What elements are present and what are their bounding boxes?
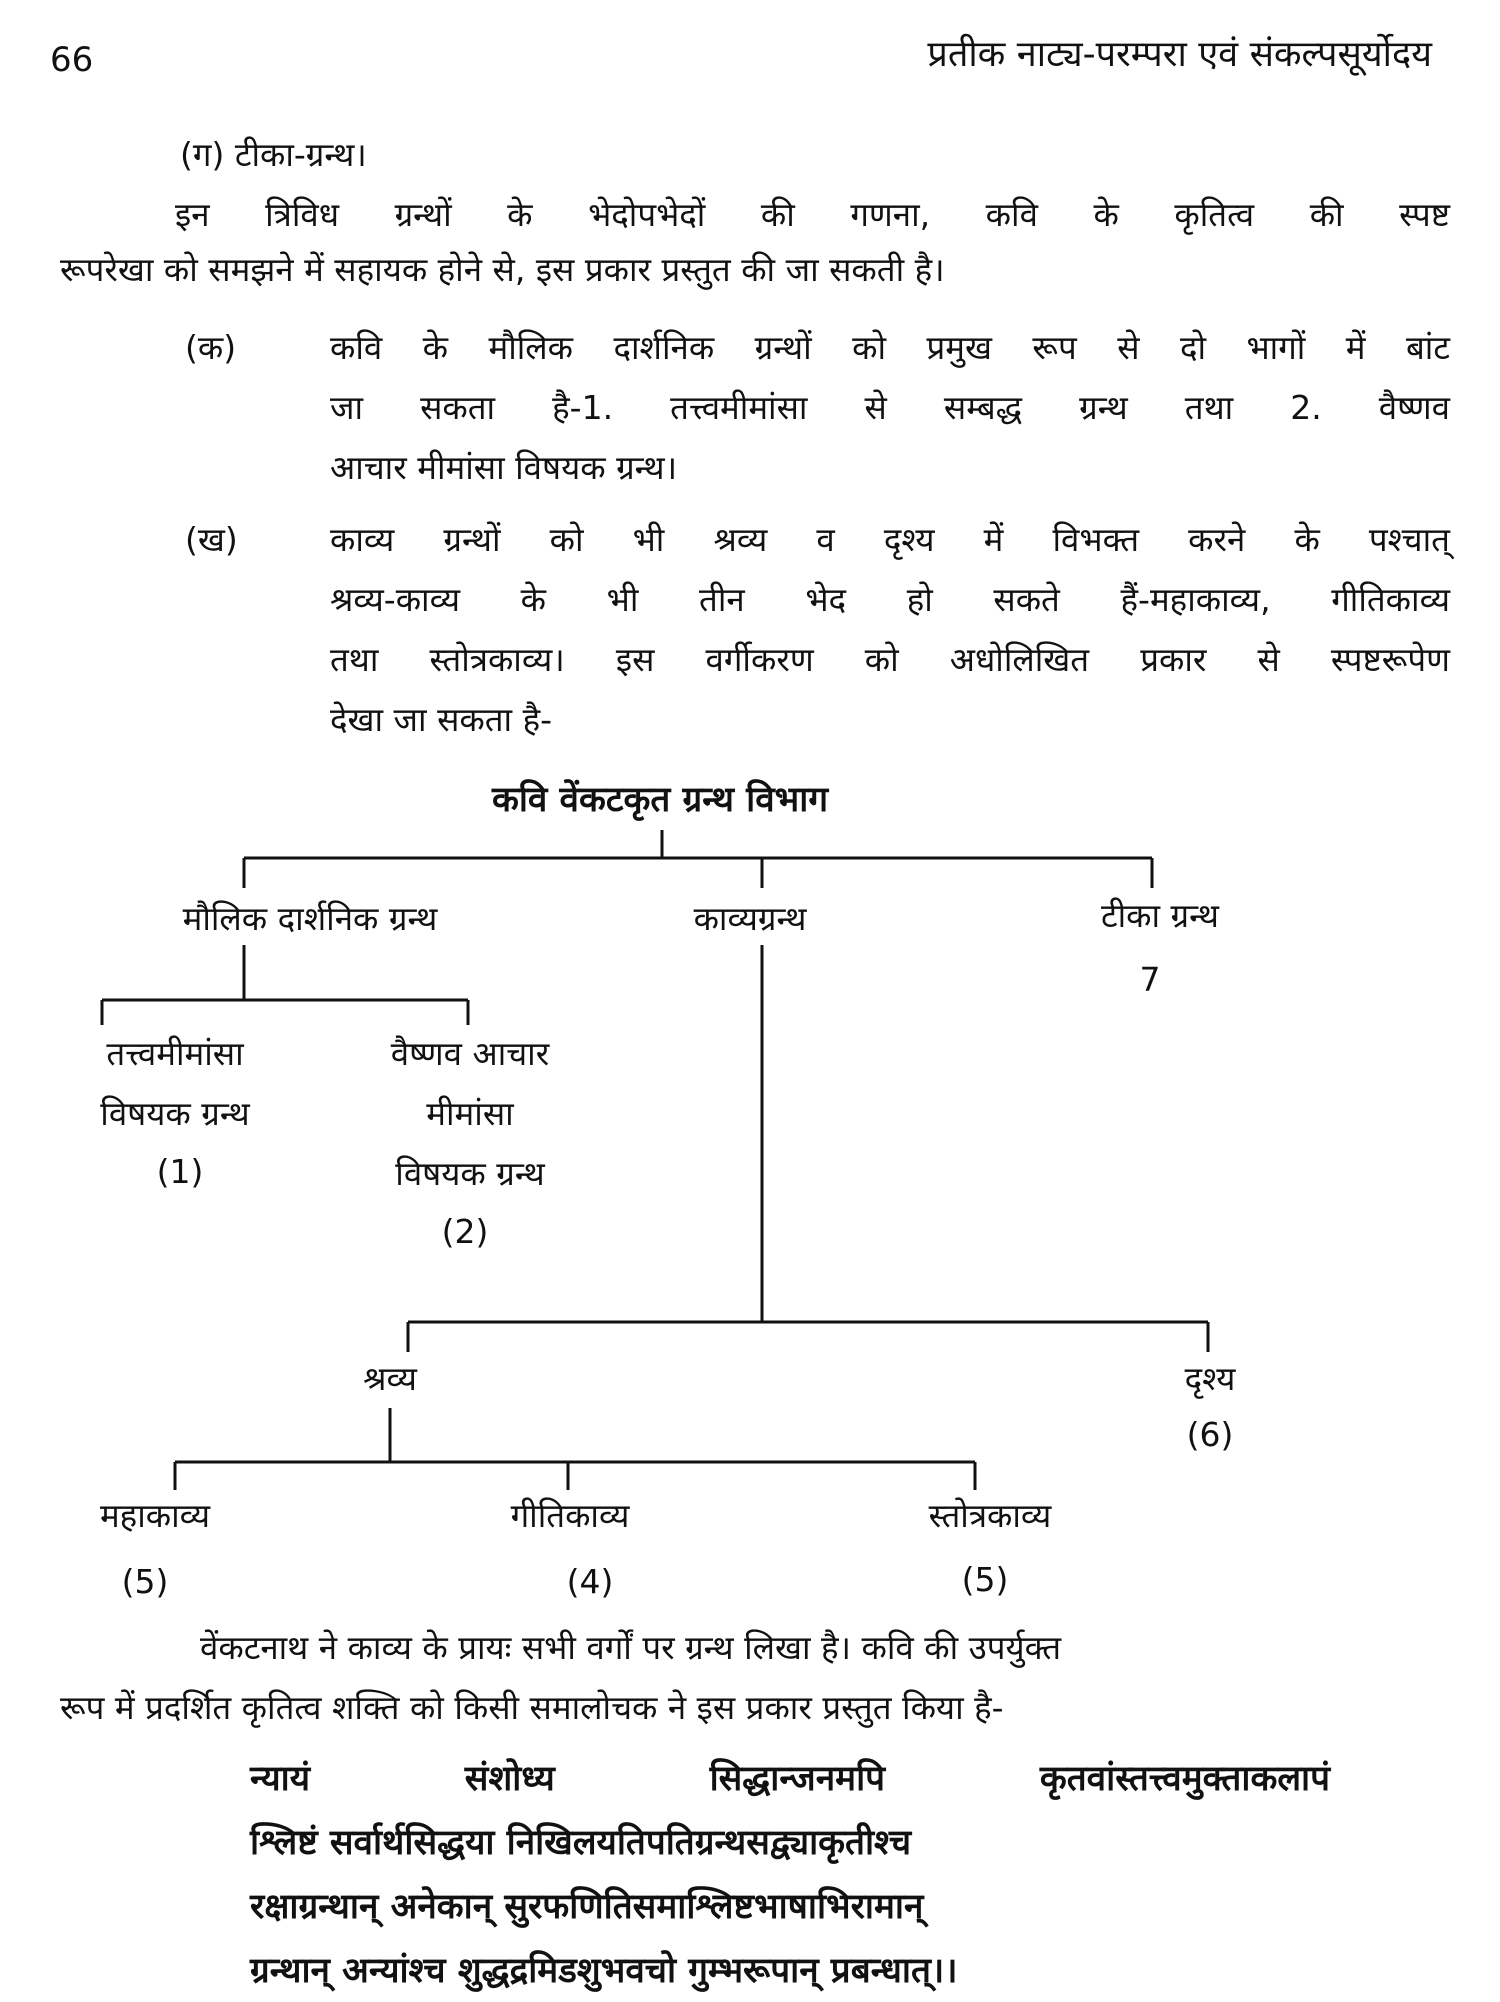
page-number: 66 [50,40,94,80]
node-gitikavya-count: (4) [566,1562,614,1601]
para-1-line-1: इन त्रिविध ग्रन्थों के भेदोपभेदों की गणना, कवि के कृतित्व की स्पष्ट [175,195,1450,234]
node-tattva-count: (1) [156,1152,204,1191]
item-ka-line-3: आचार मीमांसा विषयक ग्रन्थ। [330,448,678,487]
item-kha-line-4: देखा जा सकता है- [330,700,553,739]
node-mahakavya-count: (5) [121,1562,169,1601]
node-maulik: मौलिक दार्शनिक ग्रन्थ [182,899,438,938]
tree-title: कवि वेंकटकृत ग्रन्थ विभाग [491,780,829,820]
outro-line-2: रूप में प्रदर्शित कृतित्व शक्ति को किसी समालोचक ने इस प्रकार प्रस्तुत किया है- [60,1688,1004,1727]
node-drishya: दृश्य [1184,1359,1236,1398]
item-kha-marker: (ख) [185,520,238,559]
node-vaishnav-count: (2) [441,1212,489,1251]
para-1-line-2: रूपरेखा को समझने में सहायक होने से, इस प्रकार प्रस्तुत की जा सकती है। [60,250,945,289]
running-title: प्रतीक नाट्य-परम्परा एवं संकल्पसूर्योदय [927,34,1432,75]
node-tattva-line-2: विषयक ग्रन्थ [100,1094,250,1133]
verse-line-4: ग्रन्थान् अन्यांश्च शुद्धद्रमिडशुभवचो गुम्भरूपान् प्रबन्धात्।। [250,1951,958,1991]
node-tika-count: 7 [1139,960,1161,999]
node-vaishnav-line-1: वैष्णव आचार [390,1034,550,1073]
verse-line-1: न्यायं संशोध्य सिद्धान्जनमपि कृतवांस्तत्त्वमुक्ताकलापं [250,1759,1330,1799]
node-vaishnav-line-2: मीमांसा [426,1094,514,1133]
node-mahakavya: महाकाव्य [99,1496,211,1535]
verse-line-3: रक्षाग्रन्थान् अनेकान् सुरफणितिसमाश्लिष्टभाषाभिरामान् [250,1887,924,1927]
node-drishya-count: (6) [1186,1415,1234,1454]
item-kha-line-3: तथा स्तोत्रकाव्य। इस वर्गीकरण को अधोलिखित प्रकार से स्पष्टरूपेण [330,640,1450,679]
item-ka-line-2: जा सकता है-1. तत्त्वमीमांसा से सम्बद्ध ग्रन्थ तथा 2. वैष्णव [330,388,1450,427]
line-ga: (ग) टीका-ग्रन्थ। [180,135,367,174]
node-kavya: काव्यग्रन्थ [693,899,807,938]
node-gitikavya: गीतिकाव्य [510,1496,630,1535]
item-kha-line-2: श्रव्य-काव्य के भी तीन भेद हो सकते हैं-महाकाव्य, गीतिकाव्य [330,580,1450,619]
node-tattva-line-1: तत्त्वमीमांसा [106,1034,244,1073]
outro-line-1: वेंकटनाथ ने काव्य के प्रायः सभी वर्गों पर ग्रन्थ लिखा है। कवि की उपर्युक्त [200,1628,1062,1667]
node-shravya: श्रव्य [363,1359,417,1398]
node-stotrakavya: स्तोत्रकाव्य [928,1496,1052,1535]
item-kha-line-1: काव्य ग्रन्थों को भी श्रव्य व दृश्य में विभक्त करने के पश्चात् [330,520,1450,559]
node-stotrakavya-count: (5) [961,1560,1009,1599]
node-tika: टीका ग्रन्थ [1100,896,1220,935]
item-ka-marker: (क) [185,328,237,367]
item-ka-line-1: कवि के मौलिक दार्शनिक ग्रन्थों को प्रमुख रूप से दो भागों में बांट [330,328,1450,367]
verse-line-2: श्लिष्टं सर्वार्थसिद्धया निखिलयतिपतिग्रन्थसद्व्याकृतीश्च [250,1823,912,1863]
node-vaishnav-line-3: विषयक ग्रन्थ [395,1154,545,1193]
